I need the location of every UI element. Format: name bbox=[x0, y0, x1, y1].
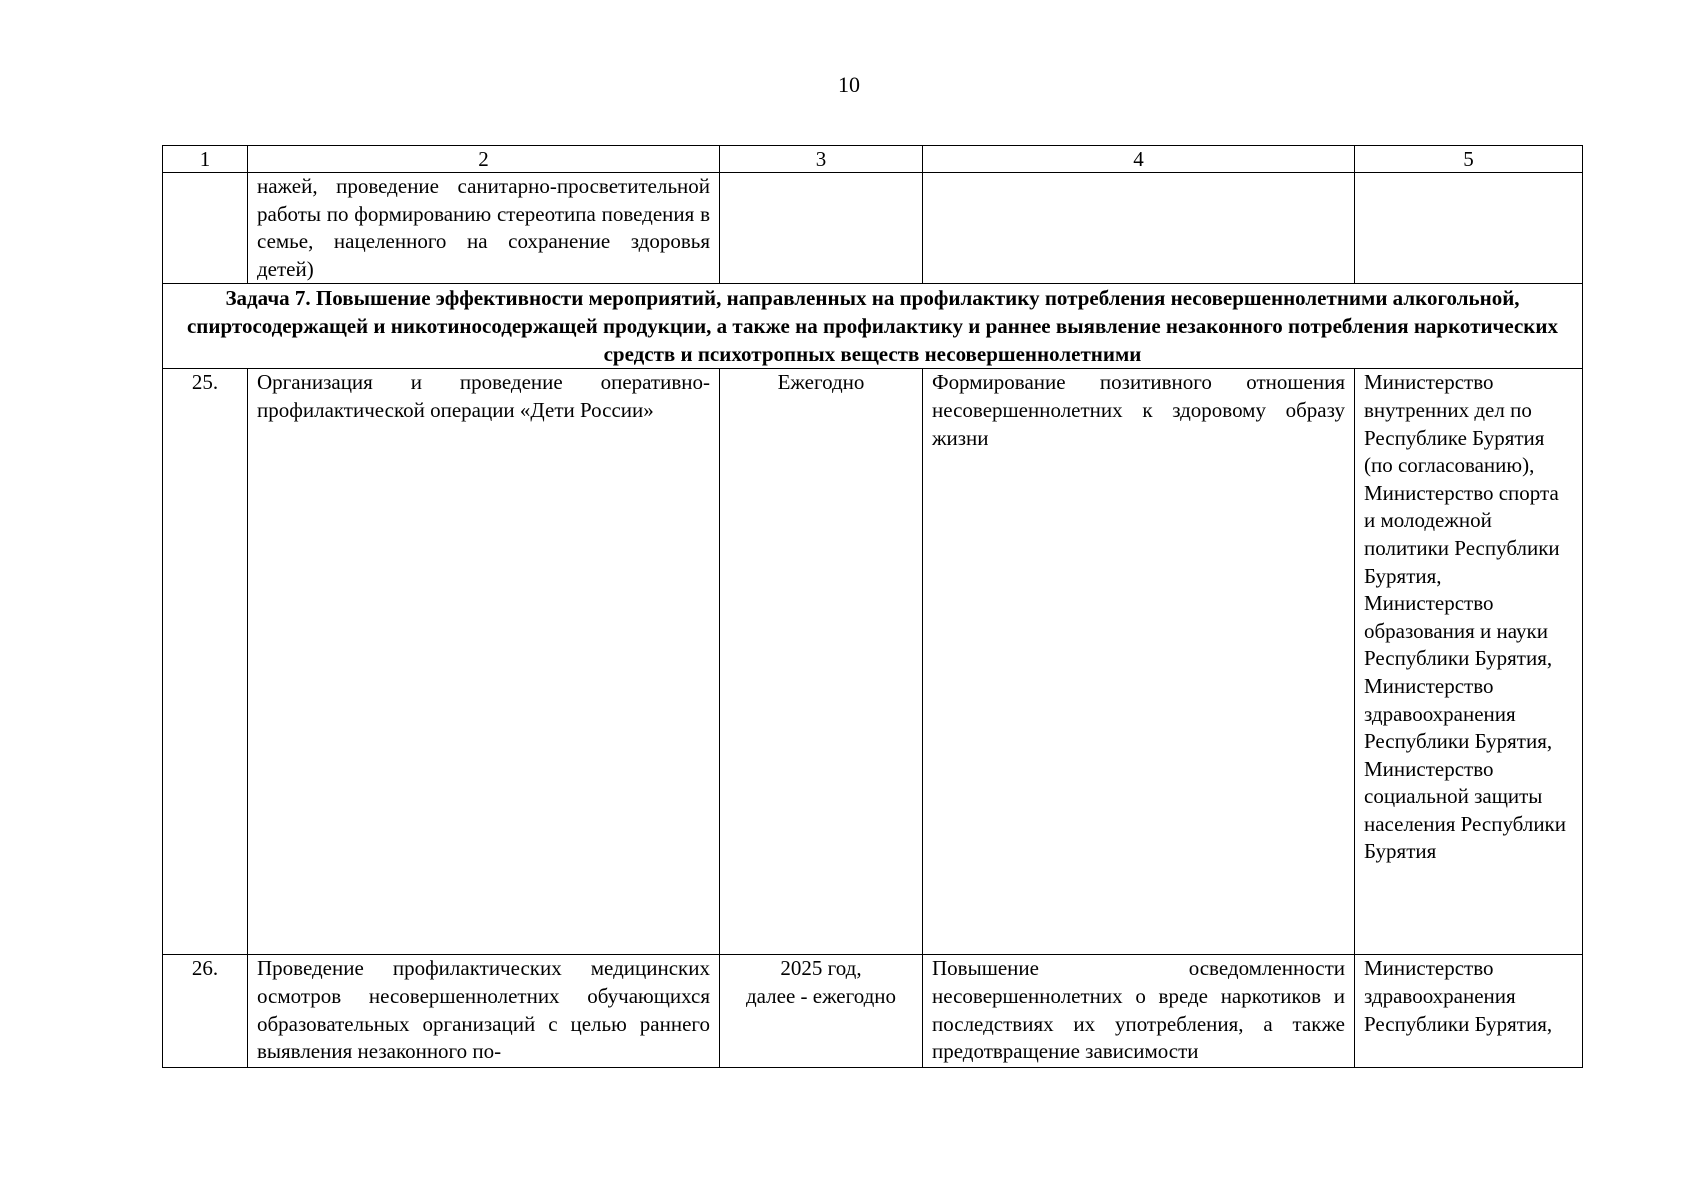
column-number-4: 4 bbox=[923, 146, 1355, 173]
measure-cell: нажей, проведение санитарно-просветительной работы по формированию стереотипа поведения в семье, нацеленного на сохранение здоровья детей) bbox=[248, 173, 720, 284]
term-cell bbox=[720, 173, 923, 284]
table-header-row bbox=[163, 146, 1583, 173]
result-cell: Повышение осведомленности несовершеннолетних о вреде наркотиков и последствиях их употребления, а также предотвращение зависимости bbox=[923, 955, 1355, 1068]
term-cell: Ежегодно bbox=[720, 369, 923, 955]
table-row bbox=[163, 369, 1583, 955]
task-row bbox=[163, 284, 1583, 369]
term-cell: 2025 год, далее - ежегодно bbox=[720, 955, 923, 1068]
measures-table bbox=[162, 145, 1583, 1068]
column-number-1: 1 bbox=[163, 146, 248, 173]
column-number-2: 2 bbox=[248, 146, 720, 173]
executor-cell: Министерство здравоохранения Республики Бурятия, bbox=[1355, 955, 1583, 1068]
result-cell: Формирование позитивного отношения несовершеннолетних к здоровому образу жизни bbox=[923, 369, 1355, 955]
measure-cell: Организация и проведение оперативно-профилактической операции «Дети России» bbox=[248, 369, 720, 955]
result-cell bbox=[923, 173, 1355, 284]
row-number-cell: 25. bbox=[163, 369, 248, 955]
executor-cell: Министерство внутренних дел по Республике Бурятия (по согласованию), Министерство спорта и молодежной политики Республики Бурятия, Министерство образования и науки Республики Бурятия, Министерство здравоохранения Республики Бурятия, Министерство социальной защиты населения Республики Бурятия bbox=[1355, 369, 1583, 955]
task-heading: Задача 7. Повышение эффективности мероприятий, направленных на профилактику потребления несовершеннолетними алкогольной, спиртосодержащей и никотиносодержащей продукции, а также на профилактику и раннее выявление незаконного потребления наркотических средств и психотропных веществ несовершеннолетними bbox=[163, 284, 1583, 369]
column-number-3: 3 bbox=[720, 146, 923, 173]
executor-cell bbox=[1355, 173, 1583, 284]
measure-cell: Проведение профилактических медицинских осмотров несовершеннолетних обучающихся образовательных организаций с целью раннего выявления незаконного по- bbox=[248, 955, 720, 1068]
table-row bbox=[163, 955, 1583, 1068]
page-number: 10 bbox=[838, 72, 860, 97]
row-number-cell bbox=[163, 173, 248, 284]
table-row-continuation bbox=[163, 173, 1583, 284]
row-number-cell: 26. bbox=[163, 955, 248, 1068]
column-number-5: 5 bbox=[1355, 146, 1583, 173]
